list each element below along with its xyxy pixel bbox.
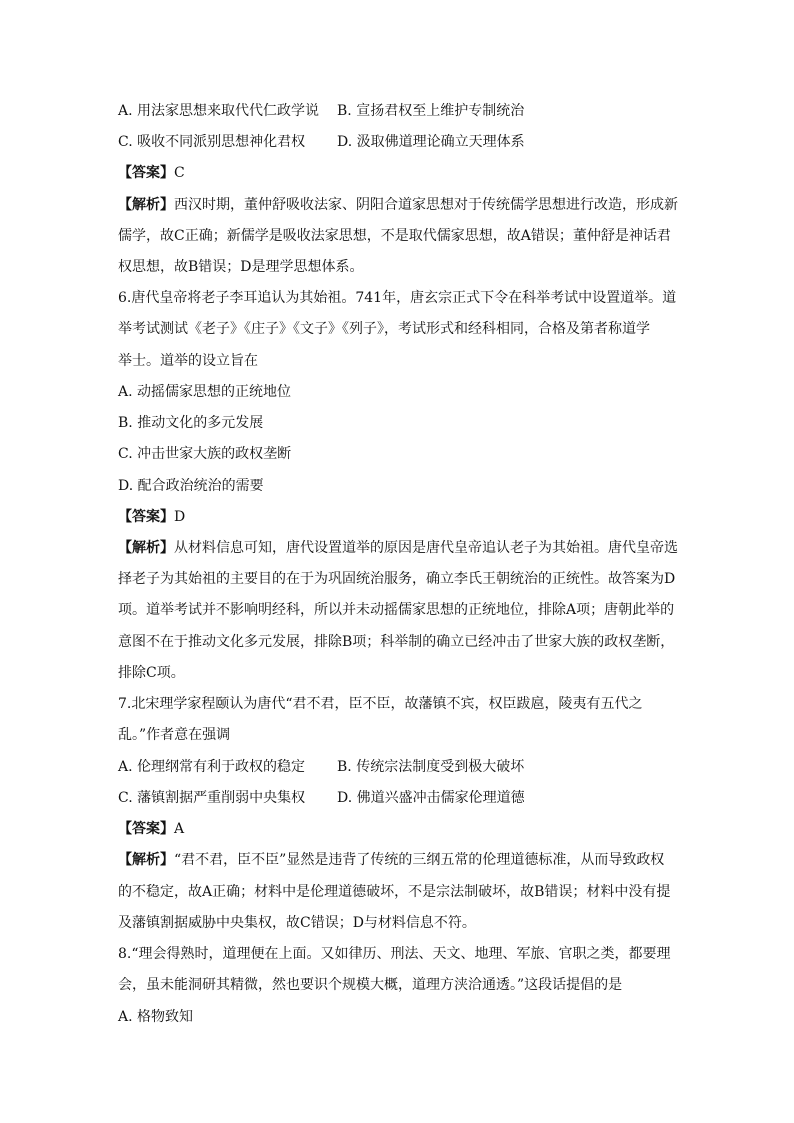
q8-option-a: A. 格物致知	[118, 1009, 194, 1025]
answer-value: D	[174, 509, 186, 525]
q6-option-d: D. 配合政治统治的需要	[118, 478, 264, 494]
q6-stem-line-3: 举士。道举的设立旨在	[118, 353, 258, 369]
q7-analysis-line-3: 及藩镇割据威胁中央集权，故C错误；D与材料信息不符。	[118, 915, 476, 931]
analysis-text: 从材料信息可知，唐代设置道举的原因是唐代皇帝追认老子为其始祖。唐代皇帝选	[174, 540, 678, 556]
q7-option-d: D. 佛道兴盛冲击儒家伦理道德	[337, 790, 525, 806]
analysis-tag: 【解析】	[118, 852, 174, 868]
q6-option-c: C. 冲击世家大族的政权垄断	[118, 446, 292, 462]
q6-option-b: B. 推动文化的多元发展	[118, 415, 264, 431]
q7-option-c: C. 藩镇割据严重削弱中央集权	[118, 790, 306, 806]
q8-stem-line-2: 会，虽未能洞研其精微，然也要识个规模大概，道理方浃洽通透。”这段话提倡的是	[118, 977, 623, 993]
q6-stem-line-1: 6.唐代皇帝将老子李耳追认为其始祖。741年，唐玄宗正式下令在科举考试中设置道举。道	[118, 290, 677, 306]
analysis-tag: 【解析】	[118, 540, 174, 556]
analysis-text: “君不君，臣不臣”显然是违背了传统的三纲五常的伦理道德标准，从而导致政权	[174, 852, 665, 868]
answer-tag: 【答案】	[118, 821, 174, 837]
answer-value: C	[174, 165, 185, 181]
q5-analysis-line-2: 儒学，故C正确；新儒学是吸收法家思想，不是取代儒家思想，故A错误；董仲舒是神话君	[118, 228, 671, 244]
q6-answer	[118, 507, 185, 527]
q5-option-c: C. 吸收不同派别思想神化君权	[118, 134, 306, 150]
q7-option-a: A. 伦理纲常有利于政权的稳定	[118, 759, 306, 775]
q5-analysis-line-3: 权思想，故B错误；D是理学思想体系。	[118, 259, 364, 275]
q5-option-d: D. 汲取佛道理论确立天理体系	[337, 134, 525, 150]
q6-analysis-line-3: 项。道举考试并不影响明经科，所以并未动摇儒家思想的正统地位，排除A项；唐朝此举的	[118, 602, 675, 618]
q6-analysis-line-5: 排除C项。	[118, 665, 185, 681]
q5-option-a: A. 用法家思想来取代代仁政学说	[118, 103, 320, 119]
answer-tag: 【答案】	[118, 509, 174, 525]
q8-stem-line-1: 8.“理会得熟时，道理便在上面。又如律历、刑法、天文、地理、军旅、官职之类，都要理	[118, 946, 671, 962]
q6-analysis-line-1	[118, 538, 678, 558]
analysis-tag: 【解析】	[118, 197, 174, 213]
q6-stem-line-2: 举考试测试《老子》《庄子》《文子》《列子》，考试形式和经科相同，合格及第者称道学	[118, 321, 650, 337]
q5-analysis-line-1	[118, 195, 678, 215]
q7-analysis-line-2: 的不稳定，故A正确；材料中是伦理道德破坏，不是宗法制破坏，故B错误；材料中没有提	[118, 884, 671, 900]
q7-analysis-line-1	[118, 850, 664, 870]
q5-answer	[118, 163, 185, 183]
q6-analysis-line-4: 意图不在于推动文化多元发展，排除B项；科举制的确立已经冲击了世家大族的政权垄断，	[118, 634, 675, 650]
analysis-text: 西汉时期，董仲舒吸收法家、阴阳合道家思想对于传统儒学思想进行改造，形成新	[174, 197, 678, 213]
q7-stem-line-1: 7.北宋理学家程颐认为唐代“君不君，臣不臣，故藩镇不宾，权臣跋扈，陵夷有五代之	[118, 696, 643, 712]
q6-analysis-line-2: 择老子为其始祖的主要目的在于为巩固统治服务，确立李氏王朝统治的正统性。故答案为D	[118, 571, 676, 587]
answer-tag: 【答案】	[118, 165, 174, 181]
q5-option-b: B. 宣扬君权至上维护专制统治	[337, 103, 525, 119]
q7-stem-line-2: 乱。”作者意在强调	[118, 727, 231, 743]
answer-value: A	[174, 821, 185, 837]
q7-option-b: B. 传统宗法制度受到极大破坏	[337, 759, 525, 775]
q7-answer	[118, 819, 184, 839]
q6-option-a: A. 动摇儒家思想的正统地位	[118, 384, 292, 400]
